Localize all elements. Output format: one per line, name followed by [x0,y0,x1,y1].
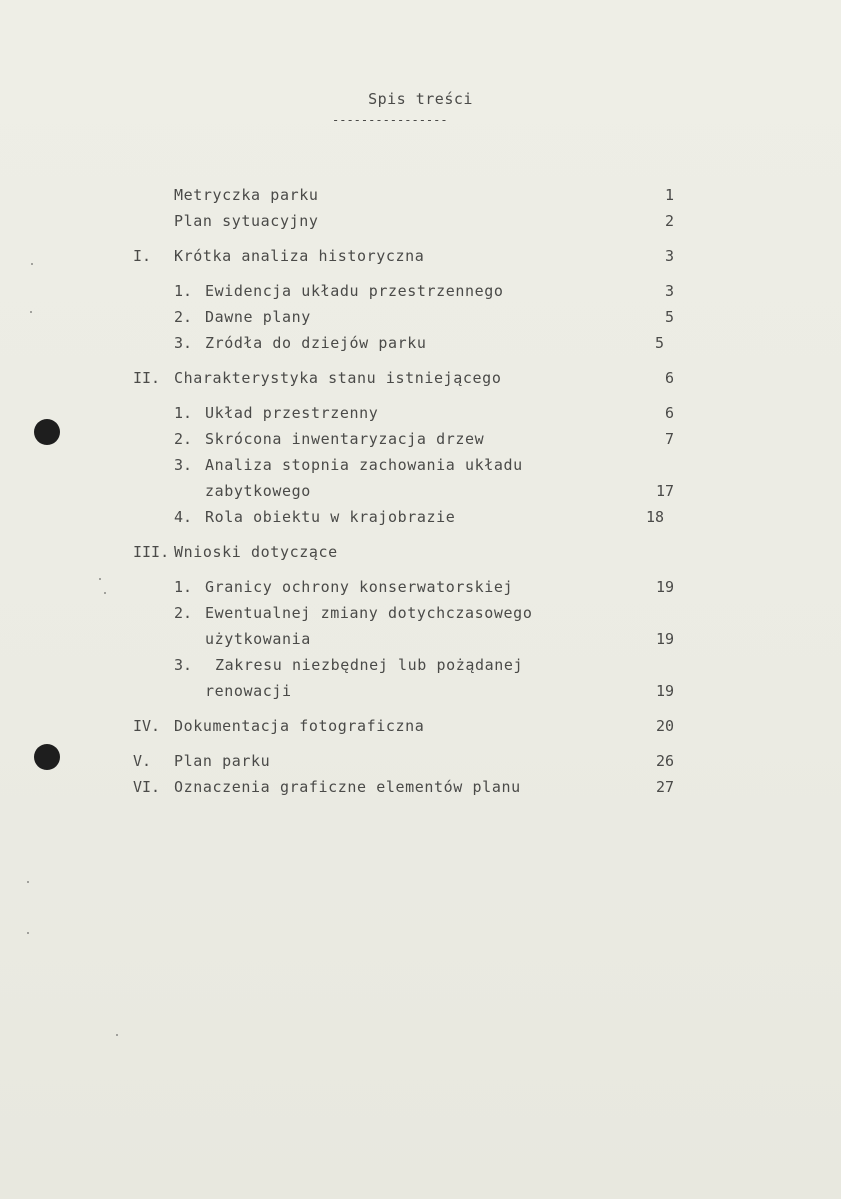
toc-entry-text: renowacji [205,682,292,700]
page-title: Spis treści [368,90,473,108]
toc-entry-text: Plan sytuacyjny [174,212,319,230]
toc-entry-text: użytkowania [205,630,311,648]
toc-entry-page: 17 [655,482,674,500]
toc-entry-number: 3. [174,456,193,474]
toc-entry-text: Metryczka parku [174,186,319,204]
punch-hole [34,744,60,770]
toc-entry-number: III. [133,543,170,561]
scan-speck [27,932,29,934]
toc-entry-text: Charakterystyka stanu istniejącego [174,369,502,387]
toc-entry-number: 3. [174,334,193,352]
toc-entry-page: 18 [645,508,664,526]
toc-entry-page: 3 [664,247,674,265]
toc-entry-text: zabytkowego [205,482,311,500]
toc-entry-page: 6 [664,404,674,422]
toc-entry-page: 26 [655,752,674,770]
toc-entry-text: Skrócona inwentaryzacja drzew [205,430,485,448]
toc-entry-number: 1. [174,578,193,596]
toc-entry-number: V. [133,752,152,770]
scan-speck [99,578,101,580]
toc-entry-text: Zakresu niezbędnej lub pożądanej [215,656,524,674]
toc-entry-text: Dawne plany [205,308,311,326]
toc-entry-text: Oznaczenia graficzne elementów planu [174,778,521,796]
toc-entry-number: 2. [174,604,193,622]
scan-speck [31,263,33,265]
toc-entry-page: 19 [655,630,674,648]
toc-entry-page: 2 [664,212,674,230]
toc-entry-text: Granicy ochrony konserwatorskiej [205,578,514,596]
toc-entry-text: Układ przestrzenny [205,404,379,422]
toc-entry-number: 1. [174,282,193,300]
toc-entry-number: IV. [133,717,161,735]
toc-entry-number: 3. [174,656,193,674]
toc-entry-page: 3 [664,282,674,300]
toc-entry-number: VI. [133,778,161,796]
toc-entry-number: 2. [174,308,193,326]
toc-entry-page: 5 [654,334,664,352]
toc-entry-page: 5 [664,308,674,326]
toc-entry-text: Analiza stopnia zachowania układu [205,456,523,474]
toc-entry-page: 19 [655,682,674,700]
scan-speck [104,592,106,594]
toc-entry-page: 19 [655,578,674,596]
toc-entry-text: Ewidencja układu przestrzennego [205,282,504,300]
toc-entry-text: Plan parku [174,752,271,770]
toc-entry-text: Wnioski dotyczące [174,543,338,561]
punch-hole [34,419,60,445]
toc-entry-number: 4. [174,508,193,526]
toc-entry-page: 7 [664,430,674,448]
toc-entry-text: Zródła do dziejów parku [205,334,427,352]
scan-speck [30,311,32,313]
toc-entry-text: Ewentualnej zmiany dotychczasowego [205,604,533,622]
toc-entry-page: 1 [664,186,674,204]
scan-speck [27,881,29,883]
toc-entry-number: II. [133,369,161,387]
toc-entry-page: 27 [655,778,674,796]
toc-entry-text: Rola obiektu w krajobrazie [205,508,456,526]
toc-entry-page: 6 [664,369,674,387]
scan-speck [116,1034,118,1036]
toc-entry-number: I. [133,247,152,265]
toc-entry-number: 1. [174,404,193,422]
toc-entry-text: Dokumentacja fotograficzna [174,717,425,735]
title-underline: ---------------- [332,113,448,127]
toc-entry-number: 2. [174,430,193,448]
toc-entry-page: 20 [655,717,674,735]
toc-entry-text: Krótka analiza historyczna [174,247,425,265]
